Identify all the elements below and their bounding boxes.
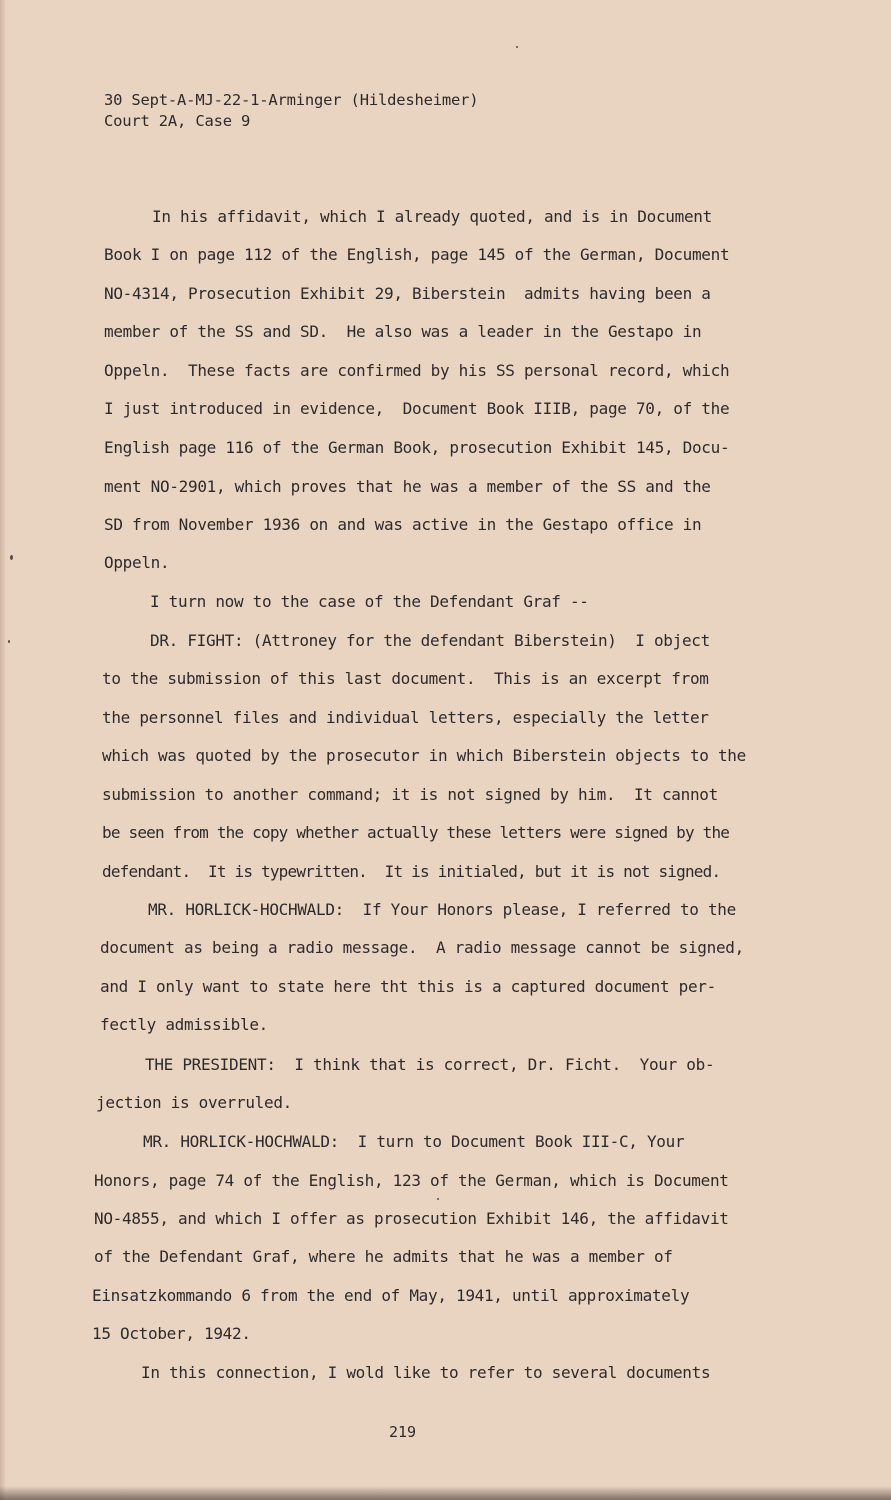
transcript-line: be seen from the copy whether actually these letters were signed by the [102, 823, 730, 842]
transcript-line: submission to another command; it is not signed by him. It cannot [102, 785, 718, 804]
transcript-line: which was quoted by the prosecutor in which Biberstein objects to the [102, 746, 746, 765]
transcript-line: THE PRESIDENT: I think that is correct, Dr. Ficht. Your ob- [145, 1055, 715, 1074]
transcript-line: English page 116 of the German Book, prosecution Exhibit 145, Docu- [104, 438, 730, 457]
transcript-line: NO-4314, Prosecution Exhibit 29, Biberstein admits having been a [104, 284, 711, 303]
transcript-line: of the Defendant Graf, where he admits that he was a member of [94, 1247, 673, 1266]
transcript-line: NO-4855, and which I offer as prosecution Exhibit 146, the affidavit [94, 1209, 729, 1228]
transcript-line: ment NO-2901, which proves that he was a member of the SS and the [104, 477, 711, 496]
transcript-line: I just introduced in evidence, Document Book IIIB, page 70, of the [104, 399, 730, 418]
transcript-line: 15 October, 1942. [92, 1324, 251, 1343]
transcript-line: MR. HORLICK-HOCHWALD: If Your Honors please, I referred to the [148, 900, 736, 919]
paper-speck [516, 46, 518, 48]
transcript-line: the personnel files and individual letters, especially the letter [102, 708, 709, 727]
page-number-text: 219 [388, 1423, 417, 1441]
paper-speck [10, 555, 13, 560]
transcript-line: to the submission of this last document. This is an excerpt from [102, 669, 709, 688]
page-number [0, 1423, 891, 1441]
transcript-line: In this connection, I wold like to refer to several documents [141, 1363, 711, 1382]
transcript-line: Oppeln. [104, 553, 170, 572]
transcript-line: Oppeln. These facts are confirmed by his SS personal record, which [104, 361, 730, 380]
transcript-line: document as being a radio message. A radio message cannot be signed, [100, 938, 744, 957]
transcript-line: SD from November 1936 on and was active in the Gestapo office in [104, 515, 702, 534]
transcript-line: MR. HORLICK-HOCHWALD: I turn to Document Book III-C, Your [143, 1132, 685, 1151]
paper-speck [8, 640, 10, 643]
transcript-line: member of the SS and SD. He also was a leader in the Gestapo in [104, 322, 702, 341]
transcript-line: In his affidavit, which I already quoted, and is in Document [152, 207, 712, 226]
transcript-line: Book I on page 112 of the English, page 145 of the German, Document [104, 245, 730, 264]
paper-speck [437, 1198, 439, 1200]
header-line-1: 30 Sept-A-MJ-22-1-Arminger (Hildesheimer) [104, 91, 479, 109]
transcript-line: Einsatzkommando 6 from the end of May, 1941, until approximately [92, 1286, 690, 1305]
transcript-line: fectly admissible. [100, 1015, 268, 1034]
transcript-line: I turn now to the case of the Defendant Graf -- [150, 592, 589, 611]
transcript-line: jection is overruled. [96, 1093, 292, 1112]
page-bottom-edge-shadow [0, 1486, 891, 1500]
transcript-line: and I only want to state here tht this is a captured document per- [100, 977, 716, 996]
header-line-2: Court 2A, Case 9 [104, 112, 251, 130]
transcript-line: DR. FIGHT: (Attroney for the defendant Biberstein) I object [150, 631, 710, 650]
transcript-line: Honors, page 74 of the English, 123 of the German, which is Document [94, 1171, 729, 1190]
transcript-line: defendant. It is typewritten. It is initialed, but it is not signed. [102, 862, 721, 881]
